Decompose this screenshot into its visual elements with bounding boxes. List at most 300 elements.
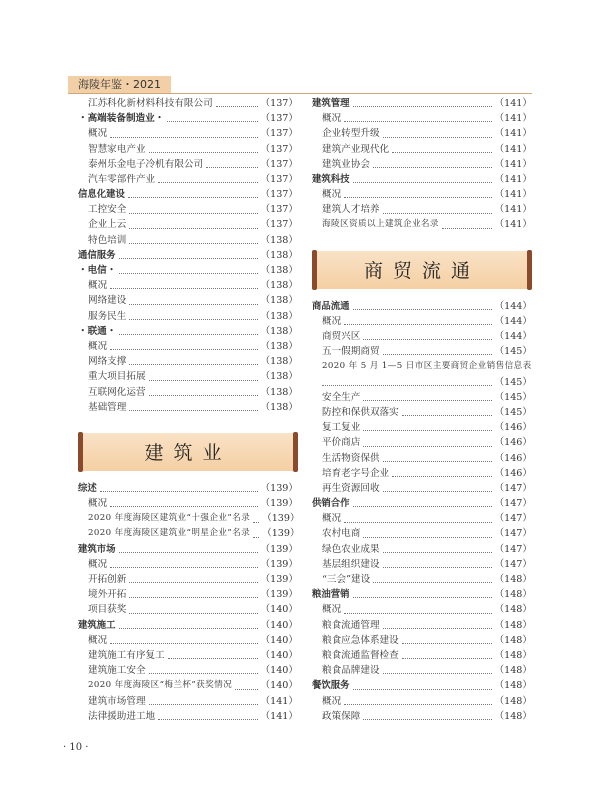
dot-leader <box>149 673 258 674</box>
page-number: · 10 · <box>63 742 89 753</box>
dot-leader <box>110 288 257 289</box>
dot-leader <box>168 658 258 659</box>
dot-leader <box>383 354 492 355</box>
section-banner-title: 商贸流通 <box>363 260 480 283</box>
toc-entry-page: （137） <box>260 143 298 155</box>
toc-entry <box>78 511 298 526</box>
toc-entry-page: （148） <box>494 604 532 616</box>
toc-entry-title: 安全生产 <box>322 391 361 403</box>
toc-entry-page: （140） <box>260 680 298 692</box>
toc-entry-page: （138） <box>260 280 298 292</box>
toc-entry-title: 建筑管理 <box>312 97 350 109</box>
toc-entry-page: （138） <box>260 265 298 277</box>
toc-entry-page: （137） <box>260 97 298 109</box>
dot-leader <box>110 137 257 138</box>
dot-leader <box>206 167 257 168</box>
toc-entry-page: （141） <box>494 97 532 109</box>
dot-leader <box>353 182 492 183</box>
toc-entry-page: （148） <box>494 589 532 601</box>
toc-entry-title: 农村电商 <box>322 528 361 540</box>
toc-entry <box>312 602 532 617</box>
toc-entry <box>78 278 298 293</box>
dot-leader <box>383 213 492 214</box>
toc-entry <box>312 375 532 390</box>
dot-leader <box>383 461 492 462</box>
toc-entry <box>78 602 298 617</box>
toc-entry <box>312 466 532 481</box>
toc-entry-title: 服务民生 <box>88 310 127 322</box>
dot-leader <box>129 613 257 614</box>
toc-entry-title: 海陵区资质以上建筑企业名录 <box>322 219 439 230</box>
toc-section-entry <box>78 618 298 633</box>
toc-entry <box>312 451 532 466</box>
toc-entry-title: 企业上云 <box>88 219 127 231</box>
toc-entry <box>78 263 298 278</box>
toc-entry-page: （138） <box>260 310 298 322</box>
dot-leader <box>253 522 259 523</box>
toc-entry-title: 建筑产业现代化 <box>322 143 390 155</box>
toc-entry-page: （138） <box>260 340 298 352</box>
dot-leader <box>149 395 258 396</box>
toc-entry-page: （144） <box>494 331 532 343</box>
toc-entry-page: （139） <box>260 574 298 586</box>
toc-entry-title: 生活物资保供 <box>322 452 380 464</box>
dot-leader <box>253 537 259 538</box>
dot-leader <box>129 582 257 583</box>
dot-leader <box>353 597 492 598</box>
toc-entry-page: （147） <box>494 558 532 570</box>
toc-entry-page: （146） <box>494 422 532 434</box>
toc-entry-page: （138） <box>260 234 298 246</box>
toc-entry-page: （141） <box>494 173 532 185</box>
toc-entry <box>312 111 532 126</box>
toc-entry-title: 2020 年 5 月 1—5 日市区主要商贸企业销售信息表 <box>322 361 532 372</box>
toc-entry <box>312 420 532 435</box>
dot-leader <box>344 522 491 523</box>
toc-entry <box>78 111 298 126</box>
toc-section-entry <box>78 248 298 263</box>
toc-entry <box>78 572 298 587</box>
toc-entry-title: 培育老字号企业 <box>322 467 390 479</box>
toc-entry <box>312 359 532 374</box>
dot-leader <box>383 137 492 138</box>
dot-leader <box>119 334 257 335</box>
dot-leader <box>402 415 492 416</box>
toc-entry <box>312 187 532 202</box>
toc-entry-title: 重大项目拓展 <box>88 371 146 383</box>
toc-entry-page: （141） <box>260 695 298 707</box>
toc-entry-title: 建筑市场管理 <box>88 695 146 707</box>
running-header: 海陵年鉴・2021 <box>68 76 171 94</box>
toc-entry-title: 粮食流通监督检查 <box>322 649 399 661</box>
toc-entry-title: 2020 年度海陵区“梅兰杯”获奖情况 <box>88 680 233 691</box>
toc-entry-page: （137） <box>260 219 298 231</box>
toc-entry <box>78 218 298 233</box>
toc-entry-title: 江苏科化新材料科技有限公司 <box>88 97 213 109</box>
toc-entry-page: （144） <box>494 315 532 327</box>
toc-entry-page: （140） <box>260 634 298 646</box>
toc-entry-title: 项目获奖 <box>88 604 127 616</box>
dot-leader <box>353 506 492 507</box>
toc-entry-title: ・电信・ <box>78 265 117 277</box>
toc-entry-title: 通信服务 <box>78 249 116 261</box>
toc-entry-page: （148） <box>494 665 532 677</box>
toc-entry <box>312 405 532 420</box>
dot-leader <box>363 430 491 431</box>
dot-leader <box>363 719 491 720</box>
toc-entry-title: 复工复业 <box>322 422 361 434</box>
toc-entry-title: 建筑科技 <box>312 173 350 185</box>
toc-entry <box>78 678 298 693</box>
toc-entry <box>312 344 532 359</box>
dot-leader <box>344 324 491 325</box>
toc-entry-page: （141） <box>494 189 532 201</box>
toc-entry-page: （141） <box>494 219 532 231</box>
toc-entry-title: 政策保障 <box>322 710 361 722</box>
toc-entry <box>312 314 532 329</box>
dot-leader <box>129 243 257 244</box>
toc-entry-page: （138） <box>260 295 298 307</box>
dot-leader <box>129 213 257 214</box>
toc-entry <box>78 157 298 172</box>
dot-leader <box>100 491 258 492</box>
dot-leader <box>129 228 257 229</box>
toc-entry <box>78 663 298 678</box>
toc-entry-title: 工控安全 <box>88 204 127 216</box>
toc-entry-page: （137） <box>260 204 298 216</box>
toc-list-left-top <box>78 96 298 415</box>
toc-section-entry <box>78 542 298 557</box>
dot-leader <box>373 582 491 583</box>
toc-entry-page: （137） <box>260 113 298 125</box>
dot-leader <box>128 197 258 198</box>
toc-section-entry <box>78 187 298 202</box>
toc-entry-title: 概况 <box>88 340 108 352</box>
dot-leader <box>158 182 257 183</box>
toc-column-right <box>312 96 532 724</box>
dot-leader <box>383 567 492 568</box>
toc-entry-page: （141） <box>260 710 298 722</box>
toc-entry-page: （148） <box>494 710 532 722</box>
toc-entry-page: （140） <box>260 619 298 631</box>
toc-entry-title: 基层组织建设 <box>322 558 380 570</box>
toc-entry-title: 餐饮服务 <box>312 680 350 692</box>
toc-entry-title: 建筑施工安全 <box>88 665 146 677</box>
toc-entry <box>312 633 532 648</box>
toc-section-entry <box>312 172 532 187</box>
toc-section-entry <box>312 96 532 111</box>
toc-entry-title: 概况 <box>88 558 108 570</box>
dot-leader <box>110 643 257 644</box>
dot-leader <box>344 197 491 198</box>
toc-entry-title: 粮油营销 <box>312 589 350 601</box>
dot-leader <box>353 309 492 310</box>
toc-entry-page: （140） <box>260 604 298 616</box>
toc-entry <box>78 557 298 572</box>
toc-entry-title: 概况 <box>322 315 342 327</box>
toc-entry <box>78 96 298 111</box>
toc-entry-title: 开拓创新 <box>88 574 127 586</box>
toc-entry-page: （139） <box>260 543 298 555</box>
toc-entry-page: （146） <box>494 452 532 464</box>
toc-entry <box>78 587 298 602</box>
toc-entry-page: （139） <box>262 513 300 525</box>
toc-entry-title: 泰州乐金电子冷机有限公司 <box>88 158 204 170</box>
toc-entry-title: 概况 <box>88 280 108 292</box>
dot-leader <box>392 152 491 153</box>
toc-entry-title: 智慧家电产业 <box>88 143 146 155</box>
dot-leader <box>149 152 258 153</box>
toc-entry-page: （141） <box>494 204 532 216</box>
dot-leader <box>363 446 491 447</box>
dot-leader <box>110 567 257 568</box>
toc-entry <box>78 709 298 724</box>
toc-entry-title: 五一假期商贸 <box>322 346 380 358</box>
dot-leader <box>383 491 492 492</box>
dot-leader <box>353 689 492 690</box>
toc-entry-title: 互联网化运营 <box>88 386 146 398</box>
toc-entry-page: （148） <box>494 649 532 661</box>
toc-entry <box>78 172 298 187</box>
toc-list-left-bottom <box>78 481 298 724</box>
toc-entry-page: （138） <box>260 386 298 398</box>
toc-column-left <box>78 96 298 724</box>
toc-entry <box>312 694 532 709</box>
toc-entry <box>78 142 298 157</box>
dot-leader <box>383 628 492 629</box>
toc-entry <box>312 390 532 405</box>
dot-leader <box>353 106 492 107</box>
dot-leader <box>383 673 492 674</box>
section-banner-construction <box>78 433 298 471</box>
toc-entry <box>312 511 532 526</box>
toc-entry <box>78 293 298 308</box>
dot-leader <box>344 704 491 705</box>
toc-entry-title: 概况 <box>322 513 342 525</box>
toc-entry <box>78 648 298 663</box>
toc-entry-page: （148） <box>494 695 532 707</box>
toc-entry <box>312 157 532 172</box>
toc-entry-title: 2020 年度海陵区建筑业“明星企业”名录 <box>88 528 251 539</box>
toc-entry <box>78 369 298 384</box>
dot-leader <box>167 121 257 122</box>
toc-entry-page: （148） <box>494 634 532 646</box>
toc-entry <box>312 648 532 663</box>
toc-entry-title: 平价商店 <box>322 437 361 449</box>
dot-leader <box>119 628 258 629</box>
toc-entry <box>312 557 532 572</box>
toc-entry-title: 防控和保供双落实 <box>322 406 399 418</box>
toc-entry-title: 法律援助进工地 <box>88 710 156 722</box>
toc-entry-title: 概况 <box>322 604 342 616</box>
toc-entry-title: 概况 <box>322 189 342 201</box>
toc-section-entry <box>312 496 532 511</box>
toc-entry-title: ・联通・ <box>78 325 117 337</box>
toc-entry-title: 概况 <box>88 634 108 646</box>
toc-entry-page: （139） <box>260 558 298 570</box>
toc-entry-title: 绿色农业成果 <box>322 543 380 555</box>
dot-leader <box>119 273 257 274</box>
dot-leader <box>363 400 491 401</box>
toc-entry <box>78 633 298 648</box>
dot-leader <box>129 364 257 365</box>
section-banner-title: 建筑业 <box>144 442 232 465</box>
dot-leader <box>129 410 257 411</box>
toc-entry <box>312 527 532 542</box>
toc-entry-title: 信息化建设 <box>78 189 125 201</box>
toc-entry-title: ・高端装备制造业・ <box>78 113 165 125</box>
dot-leader <box>119 258 258 259</box>
toc-entry <box>78 339 298 354</box>
toc-entry <box>312 481 532 496</box>
toc-entry-page: （141） <box>494 143 532 155</box>
toc-entry-page: （148） <box>494 619 532 631</box>
toc-entry-page: （137） <box>260 189 298 201</box>
toc-entry-page: （144） <box>494 300 532 312</box>
toc-entry-page: （137） <box>260 128 298 140</box>
toc-section-entry <box>312 299 532 314</box>
toc-section-entry <box>78 481 298 496</box>
section-banner-commerce <box>312 251 532 289</box>
toc-entry <box>78 694 298 709</box>
dot-leader <box>392 476 491 477</box>
toc-entry <box>78 496 298 511</box>
toc-entry-page: （141） <box>494 128 532 140</box>
toc-section-entry <box>312 678 532 693</box>
toc-entry-title: 再生资源回收 <box>322 482 380 494</box>
toc-entry-title: 综述 <box>78 482 97 494</box>
dot-leader <box>402 643 492 644</box>
toc-entry-page: （146） <box>494 467 532 479</box>
toc-entry-title: 境外开拓 <box>88 589 127 601</box>
toc-entry <box>312 542 532 557</box>
toc-entry-title: 概况 <box>88 498 108 510</box>
toc-entry-title: 粮食品牌建设 <box>322 665 380 677</box>
toc-entry-title: “三会”建设 <box>322 574 371 586</box>
toc-entry-title: 建筑业协会 <box>322 158 370 170</box>
toc-entry-page: （145） <box>494 346 532 358</box>
toc-entry-page: （138） <box>260 356 298 368</box>
toc-entry-page: （139） <box>260 589 298 601</box>
toc-entry-page: （137） <box>260 158 298 170</box>
toc-entry-page: （148） <box>494 574 532 586</box>
toc-entry-page: （138） <box>260 371 298 383</box>
toc-list-right-bottom <box>312 299 532 724</box>
dot-leader <box>402 658 492 659</box>
dot-leader <box>129 304 257 305</box>
toc-entry-title: 建筑施工有序复工 <box>88 649 165 661</box>
toc-entry <box>312 572 532 587</box>
dot-leader <box>235 689 257 690</box>
dot-leader <box>344 613 491 614</box>
toc-entry-page: （139） <box>260 498 298 510</box>
toc-entry <box>312 663 532 678</box>
dot-leader <box>344 121 491 122</box>
dot-leader <box>110 349 257 350</box>
toc-entry <box>312 142 532 157</box>
toc-entry-page: （138） <box>260 249 298 261</box>
dot-leader <box>442 228 492 229</box>
toc-entry <box>312 709 532 724</box>
dot-leader <box>383 552 492 553</box>
toc-section-entry <box>312 587 532 602</box>
toc-entry <box>78 309 298 324</box>
dot-leader <box>129 319 257 320</box>
toc-entry-page: （138） <box>260 401 298 413</box>
toc-entry <box>78 233 298 248</box>
toc-entry-title: 概况 <box>88 128 108 140</box>
toc-entry-page: （147） <box>494 543 532 555</box>
toc-entry-page: （147） <box>494 528 532 540</box>
toc-entry-title: 商品流通 <box>312 300 350 312</box>
toc-entry-title: 特色培训 <box>88 234 127 246</box>
toc-entry <box>312 435 532 450</box>
dot-leader <box>363 339 491 340</box>
dot-leader <box>322 385 492 386</box>
toc-entry-title: 粮食流通管理 <box>322 619 380 631</box>
dot-leader <box>149 380 258 381</box>
toc-entry-page: （145） <box>494 391 532 403</box>
dot-leader <box>129 597 257 598</box>
toc-entry-page: （145） <box>494 406 532 418</box>
toc-entry-page: （141） <box>494 158 532 170</box>
toc-entry-title: 商贸兴区 <box>322 331 361 343</box>
toc-entry <box>312 618 532 633</box>
toc-entry-page: （139） <box>262 528 300 540</box>
toc-entry-title: 供销合作 <box>312 498 350 510</box>
dot-leader <box>149 704 258 705</box>
toc-entry-title: 粮食应急体系建设 <box>322 634 399 646</box>
dot-leader <box>363 537 491 538</box>
toc-entry <box>78 385 298 400</box>
dot-leader <box>110 506 257 507</box>
header-rule <box>68 93 532 94</box>
toc-entry <box>78 202 298 217</box>
toc-entry-title: 概况 <box>322 695 342 707</box>
toc-entry <box>78 324 298 339</box>
toc-entry-page: （139） <box>260 482 298 494</box>
toc-entry-page: （141） <box>494 113 532 125</box>
toc-list-right-top <box>312 96 532 233</box>
toc-entry-page: （140） <box>260 665 298 677</box>
dot-leader <box>119 552 258 553</box>
toc-entry-title: 建筑市场 <box>78 543 116 555</box>
toc-entry <box>312 126 532 141</box>
toc-entry-title: 建筑人才培养 <box>322 204 380 216</box>
toc-entry-title: 2020 年度海陵区建筑业“十强企业”名录 <box>88 513 251 524</box>
toc-entry <box>312 202 532 217</box>
dot-leader <box>216 106 258 107</box>
toc-entry <box>78 400 298 415</box>
toc-entry-title: 建筑施工 <box>78 619 116 631</box>
toc-entry <box>312 218 532 233</box>
toc-entry-title: 网络支撑 <box>88 356 127 368</box>
toc-entry-title: 网络建设 <box>88 295 127 307</box>
dot-leader <box>158 719 257 720</box>
toc-entry-page: （147） <box>494 513 532 525</box>
toc-entry-page: （147） <box>494 482 532 494</box>
toc-entry <box>78 527 298 542</box>
toc-entry-page: （140） <box>260 649 298 661</box>
toc-entry-page: （148） <box>494 680 532 692</box>
toc-entry <box>78 126 298 141</box>
toc-entry <box>312 329 532 344</box>
toc-entry-page: （145） <box>494 376 532 388</box>
toc-entry-title: 概况 <box>322 113 342 125</box>
toc-entry-title: 汽车零部件产业 <box>88 173 156 185</box>
toc-entry-title: 企业转型升级 <box>322 128 380 140</box>
toc-entry <box>78 354 298 369</box>
